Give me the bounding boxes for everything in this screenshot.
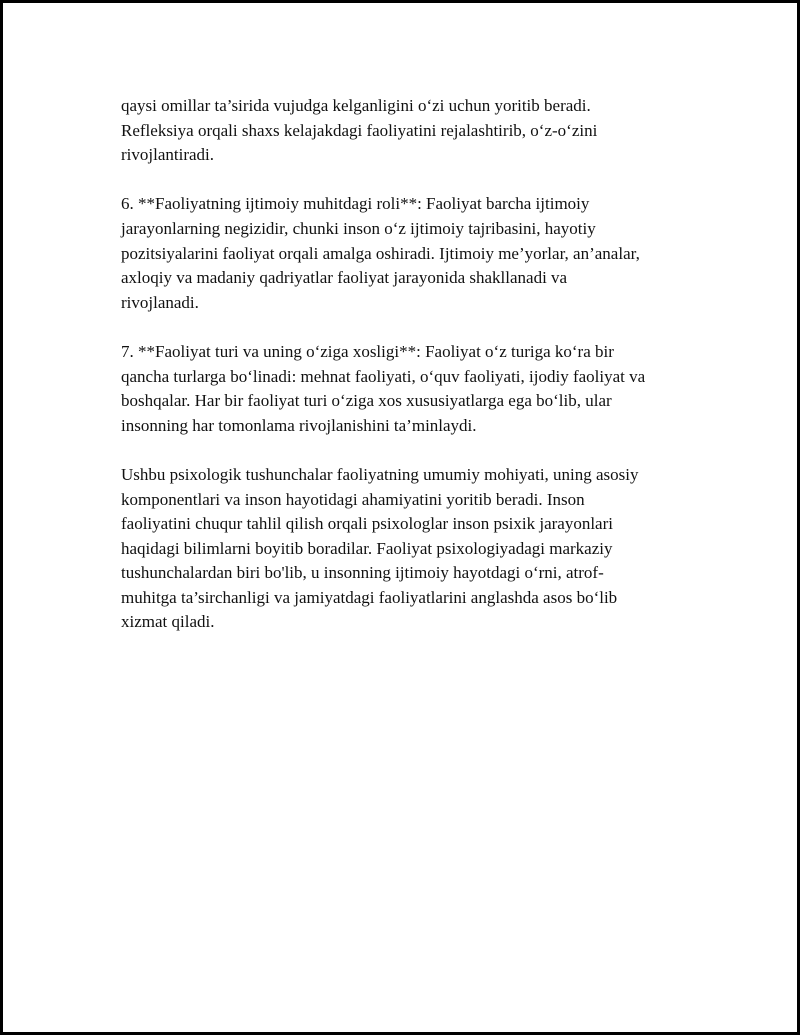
paragraph-item-6: 6. **Faoliyatning ijtimoiy muhitdagi roli**: Faoliyat barcha ijtimoiy jarayonlarning negizidir, chunki inson o‘z ijtimoiy tajribasini, hayotiy pozitsiyalarini faoliyat orqali amalga oshiradi. Ijtimoiy me’yorlar, an’analar, axloqiy va madaniy qadriyatlar faoliyat jarayonida shakllanadi va rivojlanadi. bbox=[121, 194, 640, 312]
paragraph-conclusion: Ushbu psixologik tushunchalar faoliyatning umumiy mohiyati, uning asosiy komponentlari va inson hayotidagi ahamiyatini yoritib beradi. Inson faoliyatini chuqur tahlil qilish orqali psixologlar inson psixik jarayonlari haqidagi bilimlarni boyitib boradilar. Faoliyat psixologiyadagi markaziy tushunchalardan biri bo'lib, u insonning ijtimoiy hayotdagi o‘rni, atrof- muhitga ta’sirchanligi va jamiyatdagi faoliyatlarini anglashda asos bo‘lib xizmat qiladi. bbox=[121, 464, 639, 632]
paragraph-refleksiya-continuation: qaysi omillar ta’sirida vujudga kelganligini o‘zi uchun yoritib beradi. Refleksiya orqali shaxs kelajakdagi faoliyatini rejalashtirib, o‘z-o‘zini rivojlantiradi. bbox=[121, 96, 598, 165]
document-body bbox=[121, 94, 693, 635]
paragraph-item-7: 7. **Faoliyat turi va uning o‘ziga xosligi**: Faoliyat o‘z turiga ko‘ra bir qancha turlarga bo‘linadi: mehnat faoliyati, o‘quv faoliyati, ijodiy faoliyat va boshqalar. Har bir faoliyat turi o‘ziga xos xususiyatlarga ega bo‘lib, ular insonning har tomonlama rivojlanishini ta’minlaydi. bbox=[121, 341, 646, 435]
paragraph-spacer bbox=[121, 168, 693, 193]
paragraph-spacer bbox=[121, 315, 693, 340]
paragraph-spacer bbox=[121, 438, 693, 463]
